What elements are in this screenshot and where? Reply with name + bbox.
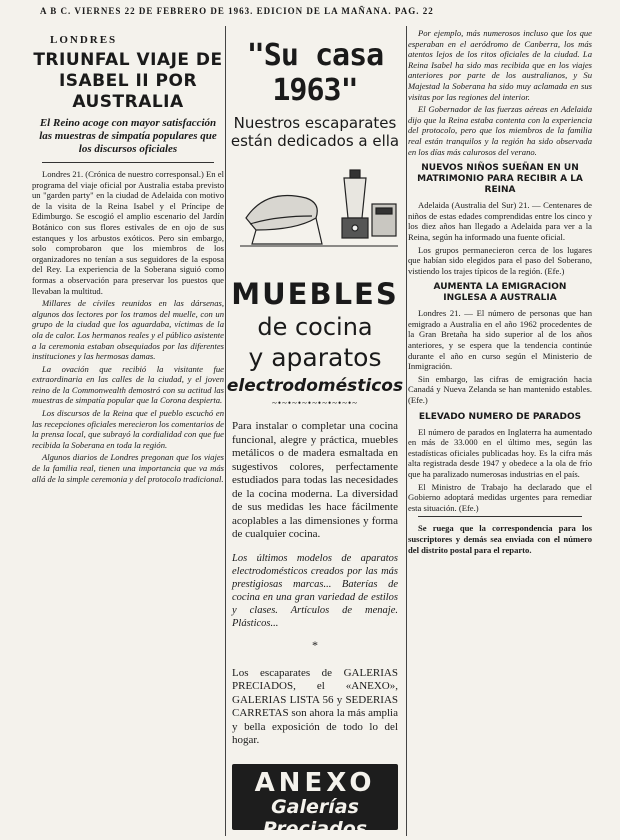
kitchen-appliances-illustration (226, 158, 404, 258)
section-heading: AUMENTA LA EMIGRACION INGLESA A AUSTRALIA (433, 282, 567, 304)
page-header: A B C. VIERNES 22 DE FEBRERO DE 1963. EDICION DE LA MAÑANA. PAG. 22 (40, 6, 434, 16)
article-paragraph: El número de parados en Inglaterra ha aumentado en más de 33.000 en el último mes, según las estadísticas oficiales publicadas hoy. Es la cifra más alta registrada desde 1947 y obedece a la ola de frío que ha paralizado numerosas industrias en el país. (408, 426, 592, 479)
galerias-logo-text: Galerías Preciados (262, 795, 368, 836)
anexo-logo-text: ANEXO (254, 767, 376, 798)
mixer-icon (246, 196, 322, 245)
toaster-icon (372, 204, 396, 236)
section-heading: ELEVADO NUMERO DE PARADOS (418, 411, 582, 422)
ad-title: "Su casa 1963" (246, 38, 384, 108)
column-rule-right (406, 26, 407, 836)
notice: Se ruega que la correspondencia para los suscriptores y demás sea enviada con el número del distrito postal para el reparto. (408, 523, 592, 555)
article-paragraph: Sin embargo, las cifras de emigración hacia Canadá y Nueva Zelanda se han mantenido estables. (Efe.) (408, 373, 592, 406)
anexo-logo-box (232, 764, 398, 836)
section-heading: NUEVOS NIÑOS SUEÑAN EN UN MATRIMONIO PARA RECIBIR A LA REINA (417, 163, 583, 196)
article-paragraph: Londres 21. (Crónica de nuestro corresponsal.) En el programa del viaje oficial por Australia estaba previsto un "garden party" en la ciudad de Adelaida con motivo de la visita de la Reina Isabel y el Príncipe de Edimburgo. Se escogió el amplio escenario del Jardín Botánico con sus flores estivales de en ojo de sus estanques y los arbustos exóticos. Pero sin embargo, solo comprobaron que los miembros de los organizadores no tenían a sus seguidores de la esposa del Rey. La experiencia de la Soberana siguió como formas a observación para preservar los puestos que llevaban la multitud. (32, 169, 224, 296)
ad-paragraph: Para instalar o completar una cocina funcional, alegre y práctica, muebles metálicos o de madera esmaltada en sugestivos colores, perfectamente estudiados para todas las necesidades de la cocina moderna. La diversidad de sus medidas les hace fácilmente acoplables a las dimensiones y forma de cualquier cocina. (232, 420, 398, 540)
subheadline: El Reino acoge con mayor satisfacción las muestras de simpatía populares que los discursos oficiales (39, 117, 217, 155)
separator (42, 162, 214, 163)
advertisement (226, 28, 404, 836)
article-paragraph: Algunos diarios de Londres pregonan que los viajes de la familia real, tienen una importancia que va más allá de la simple ceremonia y del protocolo tradicional. (32, 452, 224, 484)
article-paragraph: Los discursos de la Reina que el pueblo escuchó en las recepciones oficiales merecieron los comentarios de la prensa local, que subrayó la cordialidad con que fue recibida la Soberana en toda la región. (32, 408, 224, 450)
ad-headline-muebles: MUEBLES (231, 277, 399, 311)
blender-icon (342, 170, 368, 238)
ad-paragraph: Los escaparates de GALERIAS PRECIADOS, el «ANEXO», GALERIAS LISTA 56 y SEDERIAS CARRETAS son ahora la más amplia y bella exposición de todo lo del hogar. (232, 666, 398, 746)
right-column (408, 28, 592, 836)
star-separator: * (312, 637, 318, 652)
article-paragraph: El Ministro de Trabajo ha declarado que el Gobierno adoptará medidas urgentes para remediar esta situación. (Efe.) (408, 481, 592, 513)
left-column (32, 28, 224, 836)
article-paragraph: Millares de cíviles reunidos en las dársenas, algunos dos lectores por los tramos del muelle, con un grupo de la ciudad que los aguardaba, víctimas de la ola de calor. Los hermanos reales y el público asistente a la ceremonia estaban obsequiados por las diferentes instituciones y las hermosas damas. (32, 298, 224, 362)
ad-headline-electro: electrodomésticos (226, 376, 404, 396)
article-paragraph: El Gobernador de las fuerzas aéreas en Adelaida dijo que la Reina estaba contenta con la experiencia del protocolo, pero que los miembros de la familia real están tranquilos y la región ha sido observada en los días más calurosos del verano. (408, 104, 592, 157)
separator (418, 516, 582, 517)
article-paragraph: Los grupos permanecieron cerca de los lugares que habían sido elegidos para el paso del Soberano, vistiendo los trajes típicos de la región. (Efe.) (408, 244, 592, 276)
article-paragraph: Londres 21. — El número de personas que han emigrado a Australia en el año 1962 procedentes de la Gran Bretaña ha sido superior al de los años anteriores, y se espera que la tendencia continúe durante el año en curso según el Ministerio de Inmigración. (408, 308, 592, 372)
ad-subtitle: Nuestros escaparates están dedicados a ella (230, 114, 400, 150)
ornament: ~•~•~•~•~•~•~•~•~ (271, 398, 359, 408)
ad-headline-cocina: de cocina (257, 313, 373, 341)
headline: TRIUNFAL VIAJE DE ISABEL II POR AUSTRALIA (33, 50, 223, 112)
kicker: LONDRES (50, 34, 118, 46)
ad-paragraph-italic: Los últimos modelos de aparatos electrodomésticos creados por las más prestigiosas marcas... Baterías de cocina en una gran variedad de estilos y clases. Artículos de menaje. Plásticos... (232, 552, 398, 629)
ad-headline-aparatos: y aparatos (248, 343, 382, 372)
article-paragraph: Por ejemplo, más numerosos incluso que los que esperaban en el aeródromo de Canberra, los más atentos lejos de los ritos oficiales de la ciudad. La Reina Isabel ha sido mas recibida que en los viajes anteriores por parte de los australianos, y Su Majestad la Soberana ha sido muy aclamada en sus visitas por las regiones del interior. (408, 28, 592, 102)
article-paragraph: La ovación que recibió la visitante fue extraordinaria en las calles de la ciudad, y el joven reino de la Commonwealth demostró con su actitud las muestras de simpatía popular que la Corona despierta. (32, 363, 224, 406)
article-paragraph: Adelaida (Australia del Sur) 21. — Centenares de niños de estas edades comprendidas entre los cinco y los diez años han llegado a Adelaida para ver a la Reina, según ha informado una fuente oficial. (408, 200, 592, 242)
